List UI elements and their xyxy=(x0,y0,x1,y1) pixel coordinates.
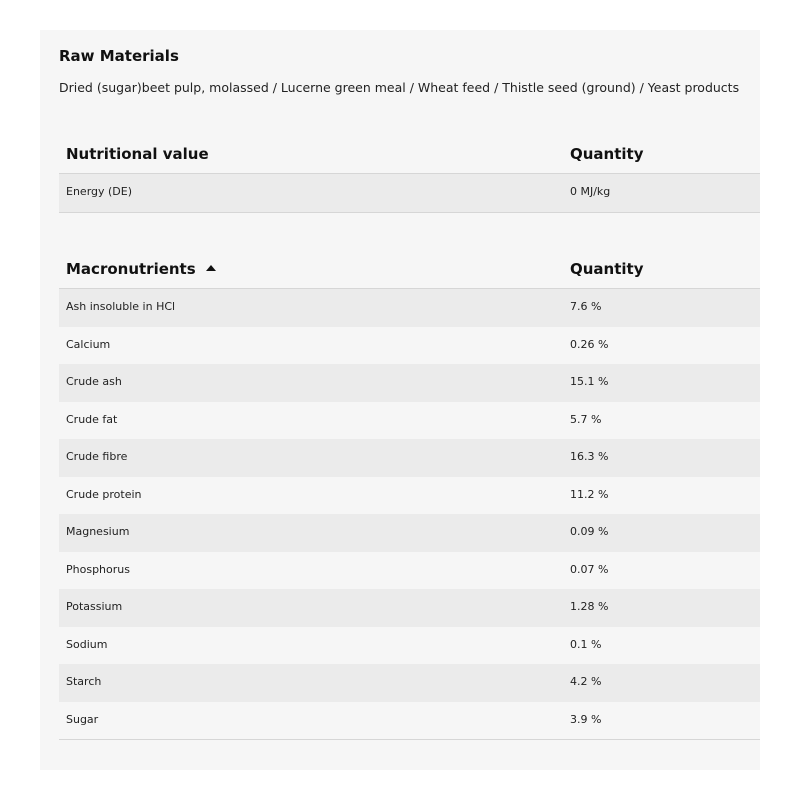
nutrient-name: Phosphorus xyxy=(66,562,130,576)
nutrient-name: Crude fibre xyxy=(66,450,128,463)
table-row xyxy=(59,514,760,552)
nutrient-quantity: 0.1 % xyxy=(570,637,602,651)
table-row xyxy=(59,477,760,515)
macronutrients-body xyxy=(59,289,760,740)
nutrient-name: Potassium xyxy=(66,600,123,613)
macronutrients-table xyxy=(59,252,760,740)
nutrient-quantity: 0.26 % xyxy=(570,337,609,351)
table-row xyxy=(59,702,760,740)
nutrient-name: Crude ash xyxy=(66,375,122,388)
nutrient-quantity: 5.7 % xyxy=(570,412,602,426)
table-row xyxy=(59,327,760,365)
table-row xyxy=(59,664,760,702)
nutritional-value-column-header: Nutritional value xyxy=(66,145,209,163)
sort-ascending-icon[interactable] xyxy=(206,265,216,271)
nutrient-name: Calcium xyxy=(66,337,111,351)
nutrient-quantity: 15.1 % xyxy=(570,375,609,388)
macronutrients-header xyxy=(59,252,760,289)
macronutrients-column-header[interactable] xyxy=(66,260,216,278)
raw-materials-title: Raw Materials xyxy=(59,47,179,65)
nutrient-quantity: 3.9 % xyxy=(570,712,602,726)
nutrient-quantity: 11.2 % xyxy=(570,487,609,501)
macronutrients-header-label: Macronutrients xyxy=(66,260,196,278)
quantity-column-header: Quantity xyxy=(570,145,644,163)
nutrient-quantity: 1.28 % xyxy=(570,600,609,613)
nutrient-quantity: 7.6 % xyxy=(570,300,602,313)
nutrient-quantity: 4.2 % xyxy=(570,675,602,688)
nutrient-name: Crude fat xyxy=(66,412,118,426)
table-row xyxy=(59,364,760,402)
nutritional-value-header xyxy=(59,137,760,174)
nutrient-quantity: 0 MJ/kg xyxy=(570,185,611,198)
nutrient-name: Magnesium xyxy=(66,525,130,538)
raw-materials-text: Dried (sugar)beet pulp, molassed / Lucerne green meal / Wheat feed / Thistle seed (ground) / Yeast products xyxy=(59,80,740,95)
nutrient-name: Starch xyxy=(66,675,102,688)
nutrient-quantity: 16.3 % xyxy=(570,450,609,463)
table-row xyxy=(59,627,760,665)
table-row xyxy=(59,589,760,627)
table-row xyxy=(59,439,760,477)
quantity-column-header: Quantity xyxy=(570,260,644,278)
nutrient-quantity: 0.07 % xyxy=(570,562,609,576)
product-info-panel xyxy=(40,30,760,770)
table-row xyxy=(59,552,760,590)
table-row xyxy=(59,402,760,440)
table-row xyxy=(59,289,760,327)
nutritional-value-table xyxy=(59,137,760,213)
table-row xyxy=(59,174,760,213)
nutrient-quantity: 0.09 % xyxy=(570,525,609,538)
nutrient-name: Sodium xyxy=(66,637,108,651)
nutrient-name: Crude protein xyxy=(66,487,142,501)
nutrient-name: Energy (DE) xyxy=(66,185,133,198)
nutrient-name: Ash insoluble in HCl xyxy=(66,300,176,313)
nutrient-name: Sugar xyxy=(66,712,99,726)
